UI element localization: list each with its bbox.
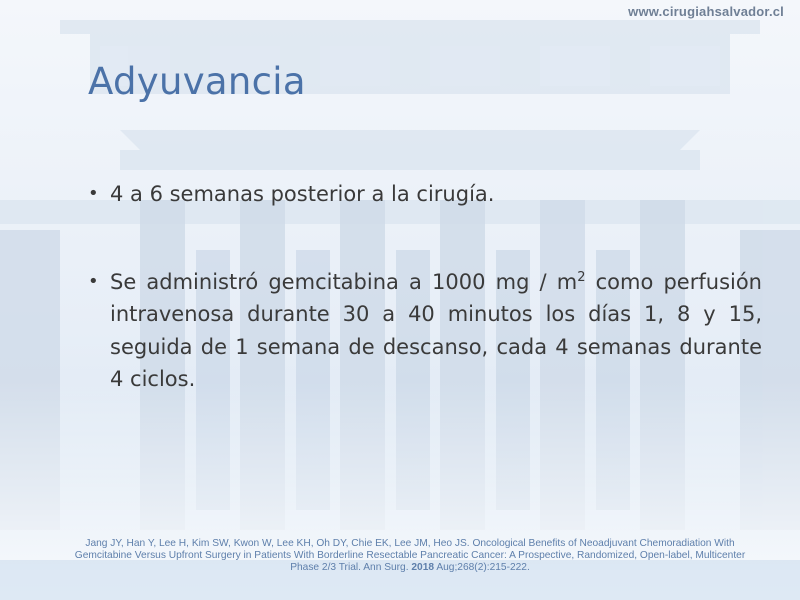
slide-title: Adyuvancia: [88, 60, 306, 103]
bullet-dot-icon: •: [88, 270, 99, 292]
bullet-list: [88, 178, 762, 396]
bullet-item: [88, 178, 762, 211]
superscript: 2: [577, 269, 586, 285]
bullet-item: [88, 266, 762, 396]
reference-volume: Aug;268(2):215-222.: [436, 562, 530, 573]
bullet-text: 4 a 6 semanas posterior a la cirugía.: [110, 182, 495, 206]
bullet-text-part: como perfusión intravenosa durante 30 a 40 minutos los días 1, 8 y 15, seguida de 1 semana de descanso, cada 4 semanas durante 4 ciclos.: [110, 269, 762, 391]
site-url: www.cirugiahsalvador.cl: [628, 4, 784, 19]
bullet-dot-icon: •: [88, 183, 99, 204]
reference-year: 2018: [411, 562, 435, 573]
reference-text: Jang JY, Han Y, Lee H, Kim SW, Kwon W, Lee KH, Oh DY, Chie EK, Lee JM, Heo JS. Oncological Benefits of Neoadjuvant Chemoradiation With Gemcitabine Versus Upfront Surgery in Patients With Borderline Resectable Pancreatic Cancer: A Prospective, Randomized, Open-label, Multicenter Phase 2/3 Trial. Ann Surg.: [74, 538, 746, 573]
bullet-text: [110, 266, 762, 396]
bullet-text-part: Se administró gemcitabina a 1000 mg / m: [110, 269, 578, 294]
reference-citation: [60, 538, 760, 574]
